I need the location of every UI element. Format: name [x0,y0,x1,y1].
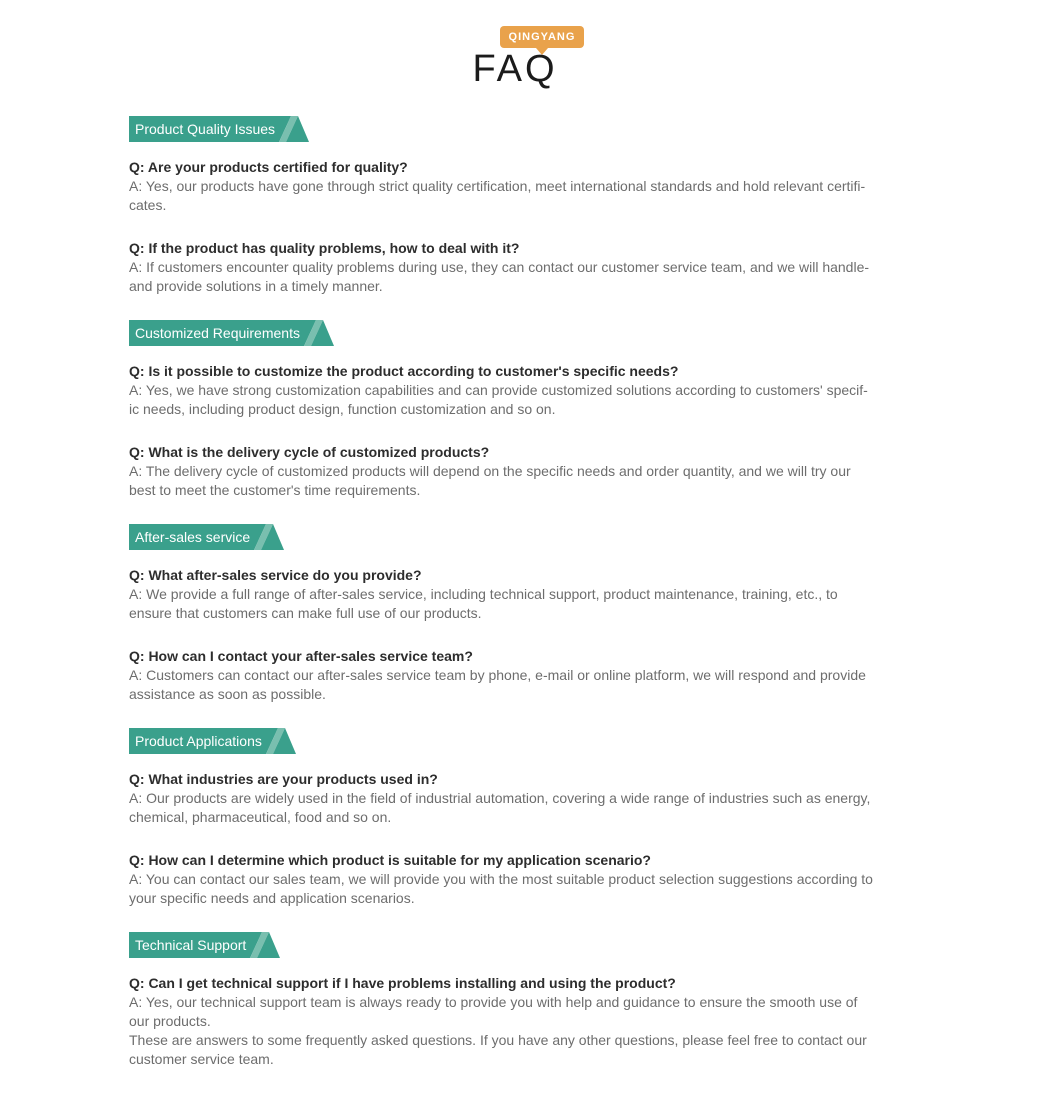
answer-line: best to meet the customer's time requirements. [129,482,421,498]
section-qas [129,566,941,704]
page-header [0,0,1060,91]
section-ribbon [129,932,280,958]
answer-text [129,585,941,623]
ribbon-fold-icon [304,320,334,346]
section-ribbon [129,728,296,754]
question-text: Q: Is it possible to customize the product according to customer's specific needs? [129,363,679,379]
faq-sections [129,116,941,1069]
section-ribbon-label: Product Quality Issues [129,116,279,142]
answer-text [129,870,941,908]
section-ribbon-label: Customized Requirements [129,320,304,346]
answer-line: and provide solutions in a timely manner. [129,278,383,294]
section-ribbon [129,116,309,142]
answer-line: A: Customers can contact our after-sales service team by phone, e-mail or online platform, we will respond and provide [129,667,866,683]
qa-item [129,974,941,1069]
answer-text [129,993,941,1069]
answer-text [129,666,941,704]
question-text: Q: What after-sales service do you provide? [129,567,422,583]
faq-section [129,320,941,500]
answer-line: A: Yes, our technical support team is always ready to provide you with help and guidance to ensure the smooth use of [129,994,858,1010]
faq-section [129,728,941,908]
answer-line: cates. [129,197,167,213]
question-text: Q: What industries are your products used in? [129,771,438,787]
brand-badge-label: QINGYANG [500,26,585,48]
answer-line: A: Yes, our products have gone through strict quality certification, meet international standards and hold relevant certifi- [129,178,866,194]
ribbon-fold-icon [266,728,296,754]
qa-item [129,647,941,704]
section-ribbon-label: Technical Support [129,932,250,958]
answer-line: assistance as soon as possible. [129,686,326,702]
section-ribbon [129,524,284,550]
answer-line: ensure that customers can make full use of our products. [129,605,482,621]
answer-line: our products. [129,1013,211,1029]
answer-text [129,462,941,500]
question-text: Q: How can I determine which product is suitable for my application scenario? [129,852,651,868]
qa-item [129,362,941,419]
answer-line: A: Our products are widely used in the field of industrial automation, covering a wide range of industries such as energy, [129,790,871,806]
question-text: Q: If the product has quality problems, how to deal with it? [129,240,520,256]
answer-line: your specific needs and application scenarios. [129,890,415,906]
answer-line: A: We provide a full range of after-sales service, including technical support, product maintenance, training, etc., to [129,586,838,602]
qa-item [129,851,941,908]
answer-line: chemical, pharmaceutical, food and so on. [129,809,392,825]
question-text: Q: How can I contact your after-sales service team? [129,648,473,664]
question-text: Q: Can I get technical support if I have problems installing and using the product? [129,975,676,991]
faq-section [129,524,941,704]
qa-item [129,770,941,827]
section-qas [129,974,941,1069]
answer-line: customer service team. [129,1051,274,1067]
question-text: Q: Are your products certified for quality? [129,159,408,175]
answer-line: These are answers to some frequently asked questions. If you have any other questions, please feel free to contact our [129,1032,867,1048]
qa-item [129,239,941,296]
answer-line: A: Yes, we have strong customization capabilities and can provide customized solutions according to customers' specif- [129,382,868,398]
section-qas [129,362,941,500]
page-title: FAQ [472,48,558,90]
faq-section [129,932,941,1069]
section-qas [129,770,941,908]
section-ribbon-label: Product Applications [129,728,266,754]
section-ribbon-label: After-sales service [129,524,254,550]
qa-item [129,443,941,500]
answer-line: A: If customers encounter quality problems during use, they can contact our customer service team, and we will handle- [129,259,870,275]
answer-line: A: You can contact our sales team, we will provide you with the most suitable product selection suggestions according to [129,871,873,887]
section-qas [129,158,941,296]
answer-text [129,789,941,827]
ribbon-fold-icon [279,116,309,142]
answer-text [129,177,941,215]
section-ribbon [129,320,334,346]
answer-text [129,258,941,296]
answer-text [129,381,941,419]
question-text: Q: What is the delivery cycle of customized products? [129,444,490,460]
ribbon-fold-icon [254,524,284,550]
answer-line: A: The delivery cycle of customized products will depend on the specific needs and order quantity, and we will try our [129,463,851,479]
answer-line: ic needs, including product design, function customization and so on. [129,401,556,417]
qa-item [129,566,941,623]
faq-section [129,116,941,296]
qa-item [129,158,941,215]
ribbon-fold-icon [250,932,280,958]
